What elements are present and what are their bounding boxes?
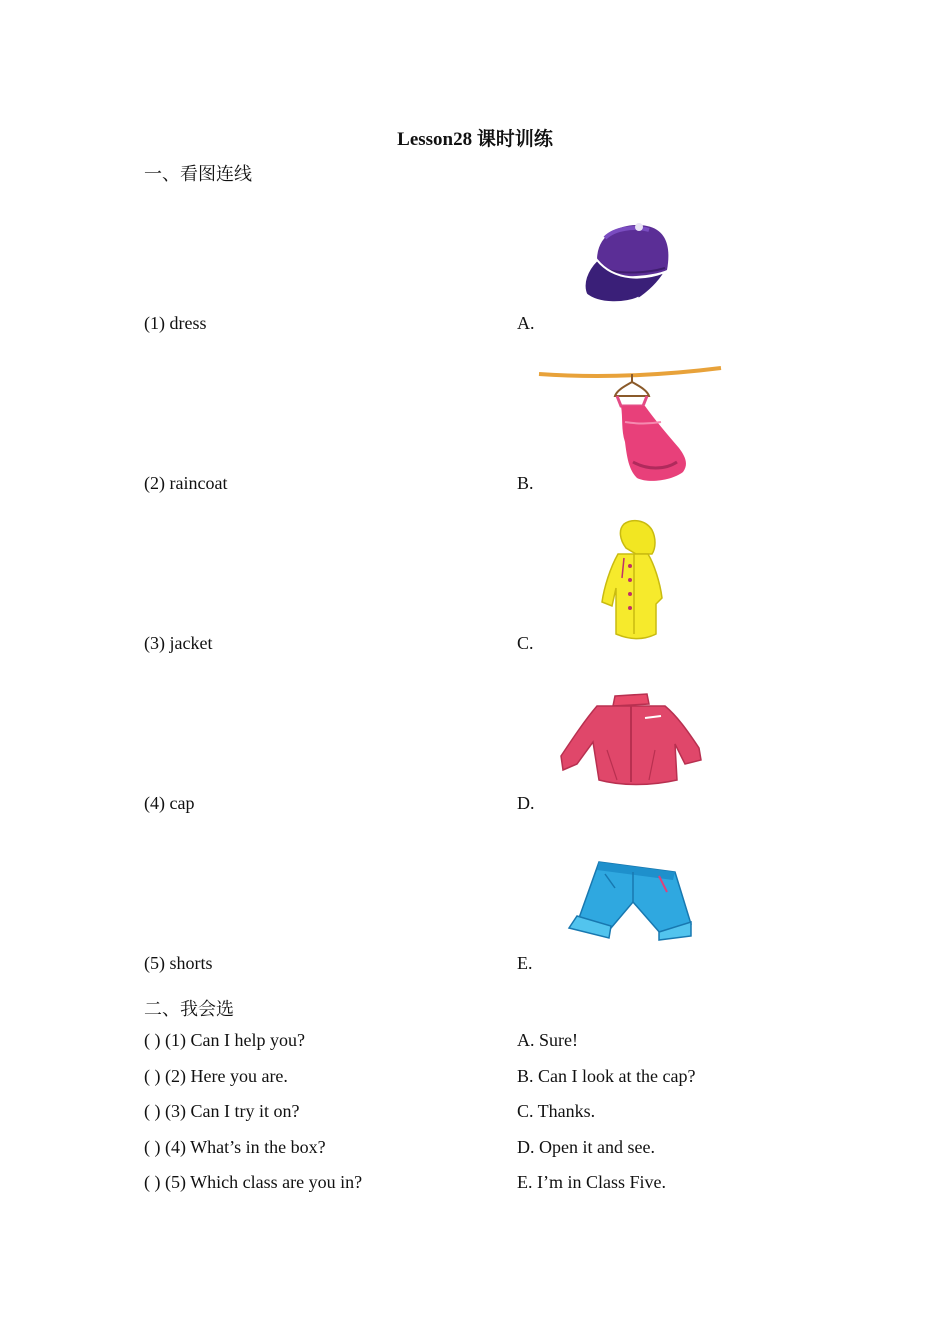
letter-c: C.: [517, 633, 534, 653]
letter-b: B.: [517, 473, 534, 493]
shorts-icon: [563, 858, 695, 944]
answer-c: C. Thanks.: [517, 1101, 596, 1121]
word-jacket: (3) jacket: [144, 633, 213, 653]
question-1: ( ) (1) Can I help you?: [144, 1030, 305, 1050]
section-2-heading: 二、我会选: [144, 999, 234, 1019]
letter-d: D.: [517, 793, 535, 813]
word-dress: (1) dress: [144, 313, 207, 333]
answer-b: B. Can I look at the cap?: [517, 1066, 696, 1086]
cap-icon: [575, 218, 675, 313]
letter-a: A.: [517, 313, 535, 333]
answer-d: D. Open it and see.: [517, 1137, 655, 1157]
question-2: ( ) (2) Here you are.: [144, 1066, 288, 1086]
page-title: Lesson28 课时训练: [397, 129, 553, 150]
question-5: ( ) (5) Which class are you in?: [144, 1172, 363, 1192]
word-shorts: (5) shorts: [144, 953, 213, 973]
word-cap: (4) cap: [144, 793, 195, 813]
answer-e: E. I’m in Class Five.: [517, 1172, 666, 1192]
letter-e: E.: [517, 953, 533, 973]
dress-icon: [537, 362, 723, 486]
answer-a: A. Sure!: [517, 1030, 578, 1050]
word-raincoat: (2) raincoat: [144, 473, 228, 493]
jacket-icon: [557, 690, 705, 788]
question-3: ( ) (3) Can I try it on?: [144, 1101, 300, 1121]
question-4: ( ) (4) What’s in the box?: [144, 1137, 326, 1157]
section-1-heading: 一、看图连线: [144, 164, 252, 184]
raincoat-icon: [596, 518, 666, 643]
